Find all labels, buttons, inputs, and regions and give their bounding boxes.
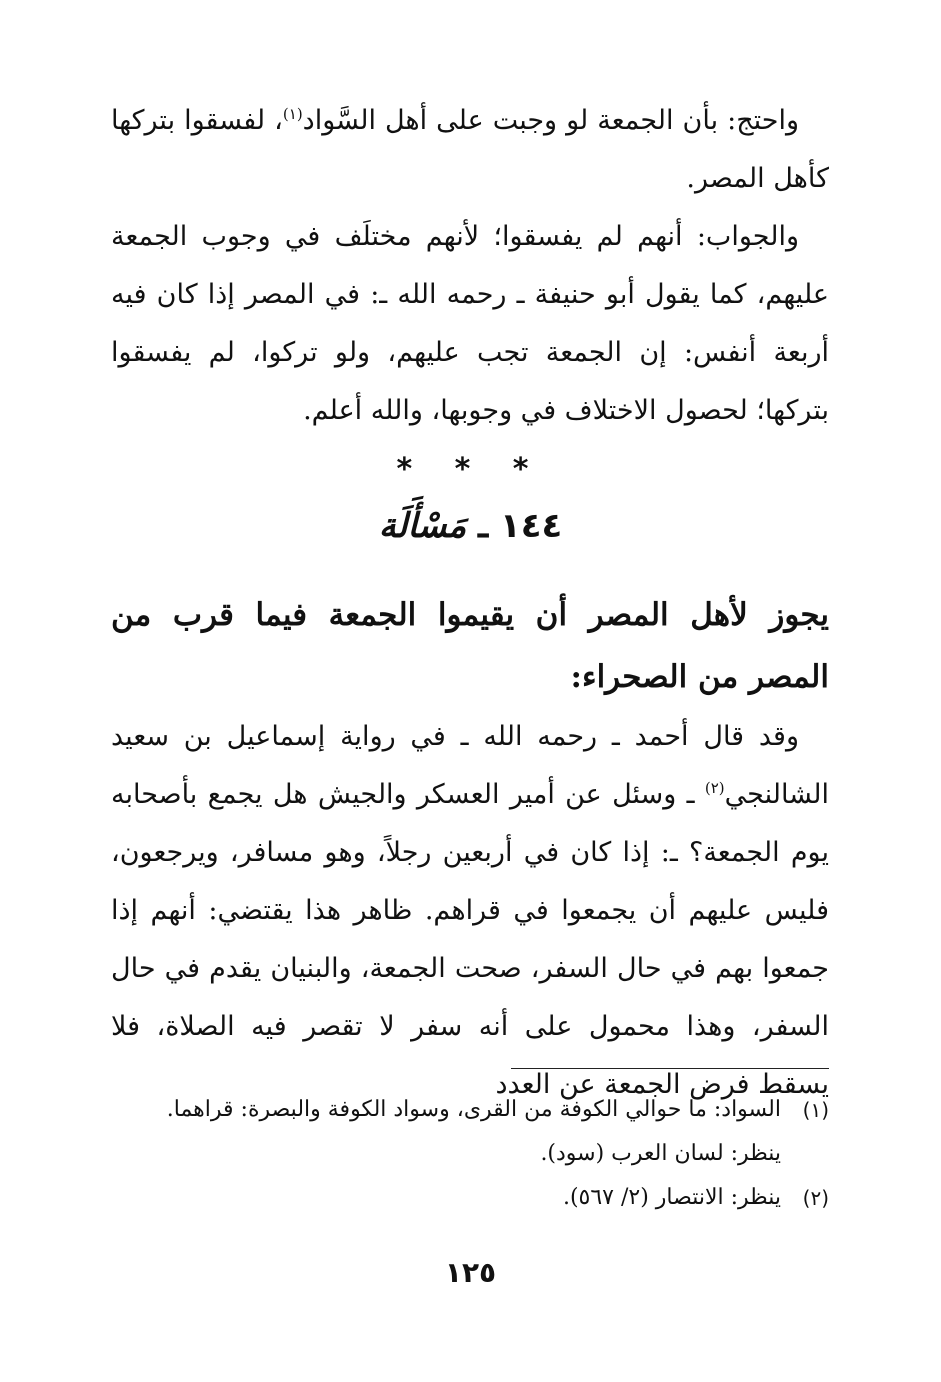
issue-heading bbox=[0, 498, 941, 554]
issue-dash: ـ bbox=[478, 506, 489, 546]
paragraph-argument-text-end: ، لفسقوا بتركها كأهل المصر. bbox=[111, 105, 829, 194]
paragraph-narration-text-end: ـ وسئل عن أمير العسكر والجيش هل يجمع بأصحابه يوم الجمعة؟ ـ: إذا كان في أربعين رجلاً، وهو مسافر، ويرجعون، فليس عليهم أن يجمعوا في قراهم. ظاهر هذا يقتضي: أنهم إذا جمعوا بهم في حال السفر، صحت الجمعة، والبنيان يقدم في حال السفر، وهذا محمول على أنه سفر لا تقصر فيه الصلاة، فلا يسقط فرض الجمعة عن العدد bbox=[111, 779, 829, 1100]
page-number: ١٢٥ bbox=[444, 1256, 497, 1289]
footnote-ref-1[interactable]: (١) bbox=[282, 105, 303, 123]
footnote-2-number: (٢) bbox=[802, 1186, 829, 1210]
footnote-divider bbox=[511, 1068, 829, 1069]
footnote-2-text: ينظر: الانتصار (٢/ ٥٦٧). bbox=[562, 1185, 781, 1210]
footnote-1-text: السواد: ما حوالي الكوفة من القرى، وسواد الكوفة والبصرة: قراهما. ينظر: لسان العرب (سود). bbox=[166, 1097, 781, 1166]
footnote-1 bbox=[111, 1088, 829, 1176]
paragraph-argument-text: واحتج: بأن الجمعة لو وجبت على أهل السَّواد bbox=[302, 105, 799, 136]
paragraph-ahmad-narration bbox=[111, 708, 829, 1114]
section-separator: * * * bbox=[396, 452, 545, 487]
footnotes bbox=[111, 1088, 829, 1220]
issue-number: ١٤٤ bbox=[499, 506, 563, 546]
issue-title: يجوز لأهل المصر أن يقيموا الجمعة فيما قرب من المصر من الصحراء: bbox=[111, 597, 829, 695]
paragraph-narration-text: وقد قال أحمد ـ رحمه الله ـ في رواية إسماعيل بن سعيد الشالنجي bbox=[111, 721, 829, 810]
issue-label: مَسْأَلَة bbox=[378, 506, 467, 546]
footnote-2 bbox=[111, 1176, 829, 1220]
paragraph-argument bbox=[111, 92, 829, 208]
footnote-1-number: (١) bbox=[802, 1098, 829, 1122]
paragraph-answer: والجواب: أنهم لم يفسقوا؛ لأنهم مختلَف في وجوب الجمعة عليهم، كما يقول أبو حنيفة ـ رحمه الله ـ: في المصر إذا كان فيه أربعة أنفس: إن الجمعة تجب عليهم، ولو تركوا، لم يفسقوا بتركها؛ لحصول الاختلاف في وجوبها، والله أعلم. bbox=[111, 221, 829, 426]
footnote-ref-2[interactable]: (٢) bbox=[704, 779, 725, 797]
